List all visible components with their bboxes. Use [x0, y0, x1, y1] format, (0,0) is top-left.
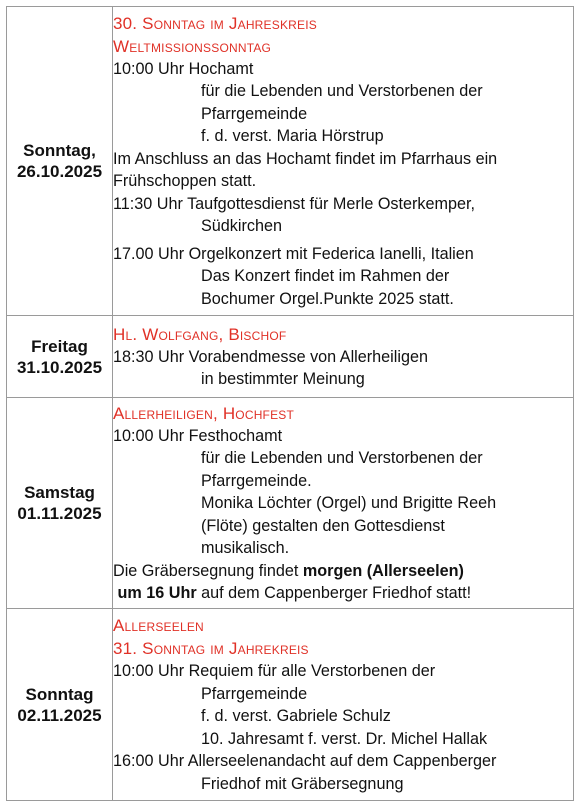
event-detail: f. d. verst. Maria Hörstrup — [201, 127, 384, 146]
feast-title: Allerheiligen, Hochfest — [113, 403, 295, 423]
event-line: 16:00 Uhr Allerseelenandacht auf dem Cappenberger — [113, 752, 497, 770]
event-detail: musikalisch. — [201, 539, 290, 557]
event-detail: Pfarrgemeinde. — [201, 471, 312, 490]
event-line: 11:30 Uhr Taufgottesdienst für Merle Osterkemper, — [113, 194, 475, 213]
date-cell — [7, 609, 113, 801]
day-date: 02.11.2025 — [17, 705, 102, 725]
event-detail: 10. Jahresamt f. verst. Dr. Michel Hallak — [201, 729, 488, 748]
event-detail: f. d. verst. Gabriele Schulz — [201, 707, 391, 725]
day-name: Sonntag, — [23, 141, 96, 160]
schedule-row — [7, 609, 574, 801]
notice-emphasis: morgen (Allerseelen) — [302, 561, 464, 580]
feast-title: Allerseelen — [113, 616, 204, 635]
schedule-row — [7, 398, 574, 609]
event-line — [113, 560, 573, 583]
events-cell — [113, 7, 574, 316]
event-line — [113, 582, 573, 605]
day-date: 01.11.2025 — [17, 504, 102, 523]
event-detail: (Flöte) gestalten den Gottesdienst — [201, 516, 445, 535]
event-line: 10:00 Uhr Requiem für alle Verstorbenen der — [113, 662, 436, 680]
event-detail: Friedhof mit Gräbersegnung — [201, 774, 404, 793]
event-line: 18:30 Uhr Vorabendmesse von Allerheiligen — [113, 347, 428, 366]
event-line: Im Anschluss an das Hochamt findet im Pfarrhaus ein — [113, 149, 498, 168]
day-date: 26.10.2025 — [16, 162, 103, 181]
day-date: 31.10.2025 — [16, 357, 103, 377]
event-detail: Monika Löchter (Orgel) und Brigitte Reeh — [201, 494, 497, 512]
event-detail: in bestimmter Meinung — [201, 370, 365, 388]
event-line: Frühschoppen statt. — [113, 172, 257, 191]
event-detail: für die Lebenden und Verstorbenen der — [201, 449, 483, 467]
date-cell — [7, 398, 113, 609]
feast-title: Weltmissionssonntag — [113, 36, 272, 56]
event-detail: für die Lebenden und Verstorbenen der — [201, 82, 483, 101]
schedule-row — [7, 316, 574, 398]
event-line: 10:00 Uhr Hochamt — [113, 59, 254, 78]
feast-title: 30. Sonntag im Jahreskreis — [113, 13, 317, 33]
day-name: Sonntag — [25, 684, 94, 704]
day-name: Samstag — [24, 483, 95, 502]
events-cell — [113, 398, 574, 609]
events-cell — [113, 316, 574, 398]
day-name: Freitag — [31, 336, 88, 356]
event-detail: Bochumer Orgel.Punkte 2025 statt. — [201, 289, 454, 308]
events-cell — [113, 609, 574, 801]
date-cell — [7, 316, 113, 398]
event-detail: Das Konzert findet im Rahmen der — [201, 267, 450, 286]
date-cell — [7, 7, 113, 316]
schedule-table — [6, 6, 574, 801]
feast-title: 31. Sonntag im Jahrekreis — [113, 639, 309, 658]
notice-text: Die Gräbersegnung findet — [113, 561, 299, 580]
event-detail: Pfarrgemeinde — [201, 684, 308, 703]
schedule-row — [7, 7, 574, 316]
notice-emphasis: um 16 Uhr — [117, 584, 197, 602]
event-detail: Südkirchen — [201, 217, 282, 236]
event-line: 17.00 Uhr Orgelkonzert mit Federica Ianelli, Italien — [113, 244, 474, 263]
event-line: 10:00 Uhr Festhochamt — [113, 426, 283, 445]
notice-text: auf dem Cappenberger Friedhof statt! — [201, 584, 472, 602]
event-detail: Pfarrgemeinde — [201, 104, 308, 123]
feast-title: Hl. Wolfgang, Bischof — [113, 324, 287, 344]
